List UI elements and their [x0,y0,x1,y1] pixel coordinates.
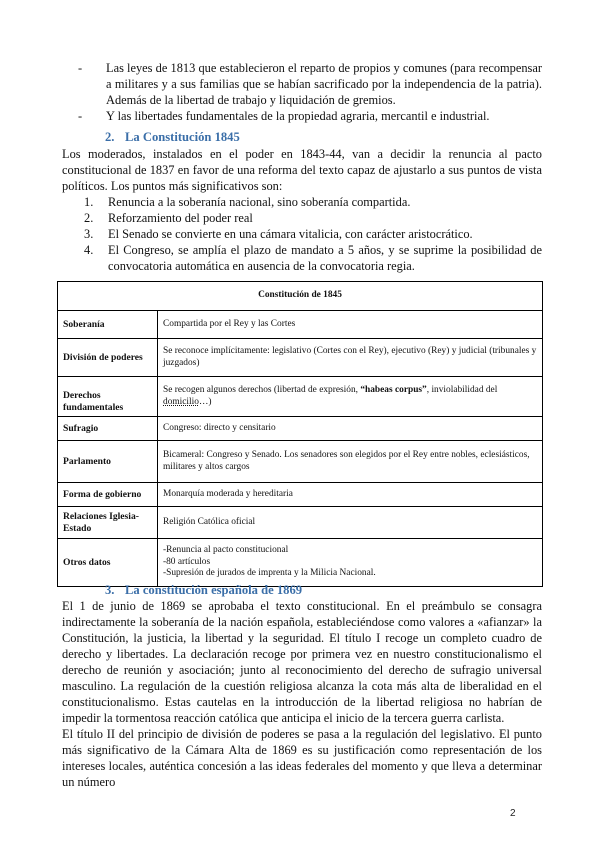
table-row: División de poderes Se reconoce implícitamente: legislativo (Cortes con el Rey), ejecutivo (Rey) y judicial (tribunales y juzgados) [58,339,543,377]
numbered-list [84,194,542,274]
table-row: Soberanía Compartida por el Rey y las Cortes [58,311,543,339]
table-row: Forma de gobierno Monarquía moderada y hereditaria [58,483,543,507]
bullet-item: - Las leyes de 1813 que establecieron el reparto de propios y comunes (para recompensar a militares y a sus familias que se habían sacrificado por la independencia de la patria). Además de la libertad de trabajo y liquidación de gremios. [78,61,542,107]
list-item: 4. El Congreso, se amplía el plazo de mandato a 5 años, y se suprime la posibilidad de convocatoria automática en ausencia de la convocatoria regia. [84,243,542,273]
list-item: 2. Reforzamiento del poder real [84,211,253,225]
table-row: Parlamento Bicameral: Congreso y Senado. Los senadores son elegidos por el Rey entre nobles, eclesiásticos, militares y altos cargos [58,441,543,483]
table-row: Relaciones Iglesia-Estado Religión Católica oficial [58,507,543,539]
list-item: 1. Renuncia a la soberanía nacional, sino soberanía compartida. [84,195,411,209]
bullet-item: - Y las libertades fundamentales de la propiedad agraria, mercantil e industrial. [78,109,490,123]
paragraph: El título II del principio de división de poderes se pasa a la regulación del legislativo. El punto más significativo de la Cámara Alta de 1869 es su justificación como representación de los intereses locales, auténtica concesión a las ideas federales del momento y que lleva a determinar un número [62,727,542,789]
table-caption: Constitución de 1845 [58,282,543,311]
constitution-1845-table [57,281,543,587]
section-heading: 3. La constitución española de 1869 [105,583,303,597]
bullet-dash: - [78,109,83,123]
paragraph: Los moderados, instalados en el poder en 1843-44, van a decidir la renuncia al pacto constitucional de 1837 en favor de una reforma del texto capaz de ajustarlo a sus puntos de vista políticos. Los puntos más significativos son: [62,147,542,193]
paragraph: El 1 de junio de 1869 se aprobaba el texto constitucional. En el preámbulo se consagra indirectamente la soberanía de la nación española, estableciéndose como valores a «afianzar» la Constitución, la justicia, la libertad y la seguridad. El título I recoge un completo cuadro de derecho y libertades. La declaración recoge por primera vez en nuestro constitucionalismo el derecho de reunión y asociación; junto al reconocimiento del derecho de sufragio universal masculino. La regulación de la cuestión religiosa alcanza la cota más alta de liberalidad en el constitucionalismo. Estas cautelas en la introducción de la libertad religiosa no habrían de impedir la tormentosa reacción católica que anticipa el inicio de la tercera guerra carlista. [62,599,542,725]
list-item: 3. El Senado se convierte en una cámara vitalicia, con carácter aristocrático. [84,227,473,241]
page-number: 2 [510,808,516,819]
table-row: Derechos fundamentales Se recogen algunos derechos (libertad de expresión, “habeas corpus”, inviolabilidad del domicilio…) [58,377,543,417]
section-heading: 2. La Constitución 1845 [105,130,240,144]
bullet-dash: - [78,61,83,75]
table-row: Otros datos -Renuncia al pacto constitucional -80 artículos -Supresión de jurados de imprenta y la Milicia Nacional. [58,539,543,587]
table-row: Sufragio Congreso: directo y censitario [58,417,543,441]
